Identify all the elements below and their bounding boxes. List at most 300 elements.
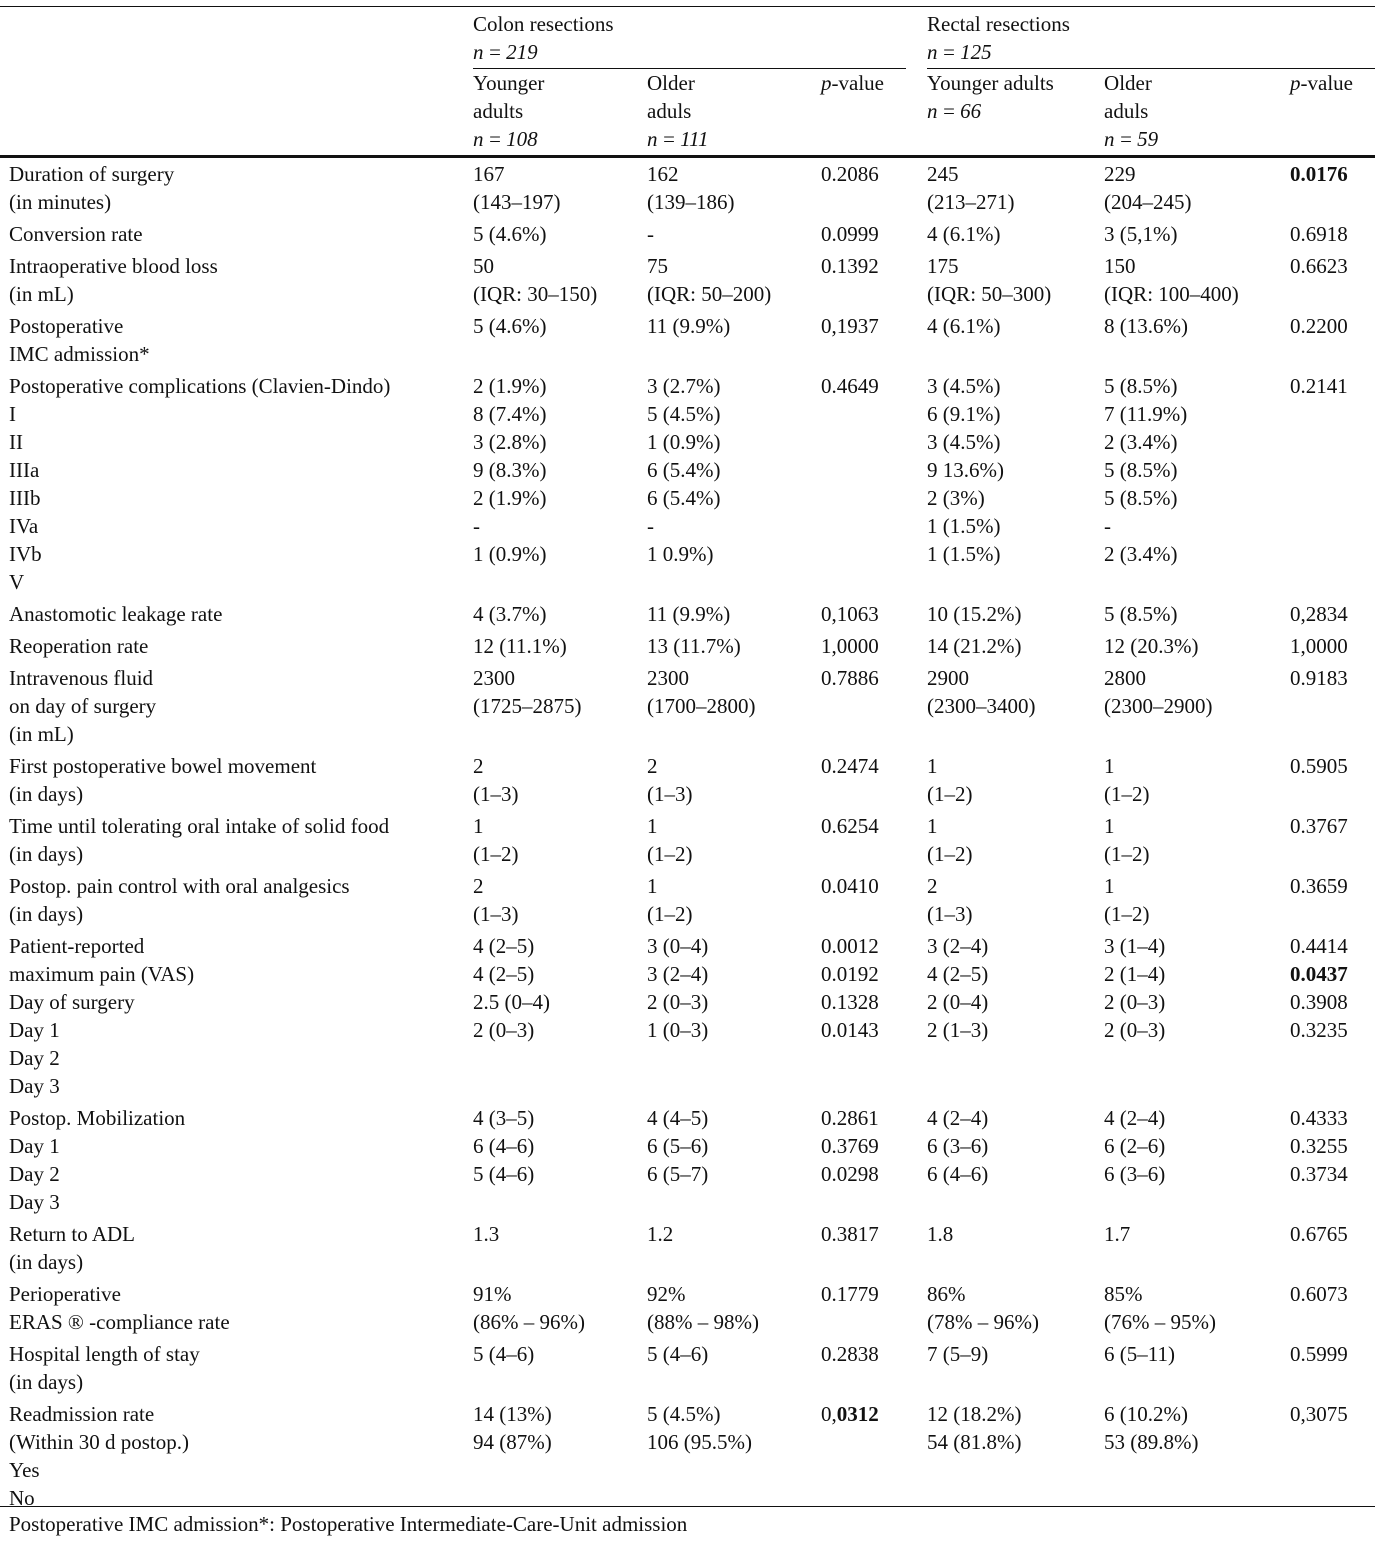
row-label-line: Postop. Mobilization — [9, 1106, 186, 1130]
cell-value: 167 — [473, 162, 505, 186]
table-cell — [638, 630, 812, 662]
cell-value: 0.1779 — [821, 1282, 879, 1306]
table-cell — [1281, 630, 1375, 662]
cell-value: 4 (2–5) — [473, 962, 535, 986]
cell-value: 2800 — [1104, 666, 1147, 690]
cell-value: (1–2) — [927, 782, 973, 806]
cell-value: 5 (8.5%) — [1104, 374, 1178, 398]
cell-value: 4 (3.7%) — [473, 602, 547, 626]
cell-value: 2 (0–3) — [473, 1018, 535, 1042]
row-label — [0, 250, 464, 310]
cell-value: (1–3) — [927, 902, 973, 926]
cell-value: 1 (0.9%) — [647, 430, 721, 454]
column-header — [812, 69, 918, 157]
cell-value: 162 — [647, 162, 679, 186]
cell-value: 106 (95.5%) — [647, 1430, 752, 1454]
cell-value-bold: 0312 — [836, 1402, 879, 1426]
cell-value: 4 (3–5) — [473, 1106, 535, 1130]
cell-value: 0.0012 — [821, 934, 879, 958]
cell-value: 12 (18.2%) — [927, 1402, 1022, 1426]
cell-value: 8 (13.6%) — [1104, 314, 1189, 338]
table-cell — [638, 930, 812, 1102]
table-cell — [1281, 662, 1375, 750]
row-label-line: ERAS ® -compliance rate — [9, 1310, 230, 1334]
cell-value: 6 (4–6) — [473, 1134, 535, 1158]
row-label-line: (in days) — [9, 842, 84, 866]
row-label-line: Intravenous fluid — [9, 666, 154, 690]
cell-value: - — [647, 514, 654, 538]
table-cell — [812, 218, 918, 250]
cell-value: 3 (0–4) — [647, 934, 709, 958]
table-cell — [1281, 218, 1375, 250]
table-cell — [812, 662, 918, 750]
cell-value: 1.8 — [927, 1222, 954, 1246]
cell-value: 2300 — [473, 666, 515, 690]
cell-value: 6 (5–6) — [647, 1134, 709, 1158]
table-cell — [812, 930, 918, 1102]
cell-value: 0.7886 — [821, 666, 879, 690]
cell-value: 6 (5–11) — [1104, 1342, 1175, 1366]
column-header-row — [0, 69, 1375, 157]
table-cell — [918, 930, 1095, 1102]
cell-value: 5 (4–6) — [473, 1162, 535, 1186]
row-label-line: (in days) — [9, 1250, 84, 1274]
table-row — [0, 310, 1375, 370]
cell-value: 0.3908 — [1290, 990, 1348, 1014]
table-cell — [918, 870, 1095, 930]
table-row — [0, 810, 1375, 870]
cell-value: (2300–3400) — [927, 694, 1036, 718]
cell-value: (143–197) — [473, 190, 561, 214]
cell-value: 0.0176 — [1290, 162, 1348, 186]
cell-value: 7 (11.9%) — [1104, 402, 1188, 426]
row-label-line: (in days) — [9, 1370, 84, 1394]
column-header-line: n = 66 — [927, 99, 982, 123]
cell-value: 6 (10.2%) — [1104, 1402, 1189, 1426]
cell-value: 5 (8.5%) — [1104, 602, 1178, 626]
cell-value: 75 — [647, 254, 668, 278]
cell-value: 2 (3%) — [927, 486, 985, 510]
cell-value: 6 (9.1%) — [927, 402, 1001, 426]
table-cell — [812, 810, 918, 870]
table-cell — [1281, 810, 1375, 870]
column-header — [1095, 69, 1281, 157]
table-cell — [464, 1218, 638, 1278]
cell-value: (1–2) — [1104, 842, 1150, 866]
table-cell — [812, 1102, 918, 1218]
row-label-line: on day of surgery — [9, 694, 157, 718]
cell-value: 2900 — [927, 666, 970, 690]
column-header-line: n = 111 — [647, 127, 709, 151]
table-cell — [638, 598, 812, 630]
cell-value: (1–2) — [647, 842, 693, 866]
cell-value: 5 (4–6) — [647, 1342, 709, 1366]
column-header-line: n = 59 — [1104, 127, 1159, 151]
cell-value: 0.2141 — [1290, 374, 1348, 398]
table-cell — [812, 1278, 918, 1338]
cell-value: (IQR: 30–150) — [473, 282, 598, 306]
row-label-line: Intraoperative blood loss — [9, 254, 218, 278]
cell-value: 0,1063 — [821, 602, 879, 626]
table-cell — [1095, 930, 1281, 1102]
cell-value: 86% — [927, 1282, 966, 1306]
cell-value: 1 — [1104, 814, 1115, 838]
table-cell — [464, 1102, 638, 1218]
row-label-line: Postoperative — [9, 314, 124, 338]
cell-value: (86% – 96%) — [473, 1310, 585, 1334]
cell-value: 12 (11.1%) — [473, 634, 567, 658]
cell-value: (76% – 95%) — [1104, 1310, 1217, 1334]
row-label-line: Reoperation rate — [9, 634, 149, 658]
table-cell — [638, 870, 812, 930]
table-cell — [812, 598, 918, 630]
cell-value: 6 (3–6) — [927, 1134, 989, 1158]
table-cell — [464, 870, 638, 930]
cell-value: 2.5 (0–4) — [473, 990, 550, 1014]
row-label-line: Hospital length of stay — [9, 1342, 200, 1366]
cell-value: 4 (2–4) — [927, 1106, 989, 1130]
cell-value: (IQR: 50–200) — [647, 282, 772, 306]
cell-value: 1,0000 — [821, 634, 879, 658]
cell-value: 2 (0–4) — [927, 990, 989, 1014]
table-cell — [1095, 662, 1281, 750]
row-label-line: IIIa — [9, 458, 40, 482]
table-cell — [812, 1398, 918, 1514]
cell-value: (1–3) — [473, 782, 519, 806]
cell-value-prefix: 0, — [821, 1402, 837, 1426]
table-cell — [918, 250, 1095, 310]
table-cell — [1095, 870, 1281, 930]
table-cell — [1095, 1338, 1281, 1398]
cell-value: 0.4649 — [821, 374, 879, 398]
table-cell — [1281, 310, 1375, 370]
row-label — [0, 598, 464, 630]
cell-value: 1 (0–3) — [647, 1018, 709, 1042]
cell-value: 0.2838 — [821, 1342, 879, 1366]
cell-value: 1 (1.5%) — [927, 542, 1001, 566]
cell-value: 2 (0–3) — [1104, 1018, 1166, 1042]
row-label-line: Day 3 — [9, 1074, 60, 1098]
table-cell — [1095, 598, 1281, 630]
table-body — [0, 157, 1375, 1515]
cell-value: 94 (87%) — [473, 1430, 552, 1454]
cell-value: 2 (1–4) — [1104, 962, 1166, 986]
table-cell — [464, 370, 638, 598]
cell-value: 1 — [927, 814, 938, 838]
row-label-line: maximum pain (VAS) — [9, 962, 195, 986]
cell-value: 0.3659 — [1290, 874, 1348, 898]
cell-value: 1 — [647, 814, 658, 838]
cell-value: 2 — [473, 754, 484, 778]
cell-value: 5 (8.5%) — [1104, 486, 1178, 510]
table-cell — [1095, 750, 1281, 810]
column-header-line: p-value — [1290, 71, 1354, 95]
cell-value: 2 — [647, 754, 658, 778]
table-cell — [918, 1338, 1095, 1398]
cell-value: 0,1937 — [821, 314, 879, 338]
column-header-line: aduls — [1104, 99, 1149, 123]
cell-value: 1 (0.9%) — [473, 542, 547, 566]
cell-value: (1–3) — [647, 782, 693, 806]
row-label-line: Anastomotic leakage rate — [9, 602, 223, 626]
cell-value: 0.0999 — [821, 222, 879, 246]
row-label-line: IIIb — [9, 486, 41, 510]
cell-value: 1.2 — [647, 1222, 674, 1246]
cell-value: 0.3734 — [1290, 1162, 1348, 1186]
table-cell — [918, 750, 1095, 810]
table-footnote: Postoperative IMC admission*: Postoperative Intermediate-Care-Unit admission — [9, 1512, 688, 1536]
cell-value: 0.0437 — [1290, 962, 1348, 986]
table-cell — [918, 370, 1095, 598]
column-header-line: adults — [473, 99, 524, 123]
row-label — [0, 157, 464, 219]
table-cell — [1281, 598, 1375, 630]
cell-value: 0.9183 — [1290, 666, 1348, 690]
cell-value: 0.3767 — [1290, 814, 1348, 838]
row-label — [0, 870, 464, 930]
bottom-rule — [0, 1506, 1375, 1507]
cell-value: (78% – 96%) — [927, 1310, 1040, 1334]
cell-value: 0,3075 — [1290, 1402, 1348, 1426]
table-cell — [918, 1218, 1095, 1278]
table-cell — [918, 310, 1095, 370]
cell-value: 11 (9.9%) — [647, 602, 731, 626]
row-label-line: Return to ADL — [9, 1222, 135, 1246]
table-cell — [464, 1398, 638, 1514]
row-label-line: Time until tolerating oral intake of solid food — [9, 814, 390, 838]
table-cell — [1095, 630, 1281, 662]
cell-value: (1700–2800) — [647, 694, 756, 718]
cell-value: 6 (2–6) — [1104, 1134, 1166, 1158]
cell-value: 0.0143 — [821, 1018, 879, 1042]
cell-value: 7 (5–9) — [927, 1342, 989, 1366]
row-label-line: Readmission rate — [9, 1402, 155, 1426]
cell-value: 8 (7.4%) — [473, 402, 547, 426]
row-label-line: IVa — [9, 514, 39, 538]
table-cell — [812, 250, 918, 310]
table-cell — [1281, 157, 1375, 219]
table-cell — [1281, 870, 1375, 930]
cell-value: 0.3817 — [821, 1222, 879, 1246]
table-cell — [812, 1338, 918, 1398]
table-row — [0, 1278, 1375, 1338]
cell-value: 4 (2–5) — [927, 962, 989, 986]
cell-value: 0.2474 — [821, 754, 879, 778]
table-cell — [918, 810, 1095, 870]
column-header-line: Older — [647, 71, 695, 95]
cell-value: 54 (81.8%) — [927, 1430, 1022, 1454]
table-row — [0, 250, 1375, 310]
cell-value: 6 (4–6) — [927, 1162, 989, 1186]
row-label-header — [0, 10, 464, 69]
row-label-line: Perioperative — [9, 1282, 121, 1306]
row-label-line: Day 3 — [9, 1190, 60, 1214]
cell-value: 0.2200 — [1290, 314, 1348, 338]
table-cell — [1095, 157, 1281, 219]
cell-value: - — [473, 514, 480, 538]
cell-value: 5 (4.5%) — [647, 1402, 721, 1426]
cell-value: 91% — [473, 1282, 512, 1306]
table-row — [0, 1398, 1375, 1514]
cell-value: 0,2834 — [1290, 602, 1348, 626]
row-label — [0, 1218, 464, 1278]
cell-value: 4 (6.1%) — [927, 314, 1001, 338]
cell-value — [821, 1400, 918, 1428]
table-cell — [638, 750, 812, 810]
results-table — [0, 10, 1375, 1514]
table-cell — [464, 662, 638, 750]
cell-value: (1–2) — [473, 842, 519, 866]
cell-value: 85% — [1104, 1282, 1143, 1306]
cell-value: 2 — [473, 874, 484, 898]
cell-value: 53 (89.8%) — [1104, 1430, 1199, 1454]
row-label-line: Postoperative complications (Clavien-Dindo) — [9, 374, 391, 398]
table-cell — [812, 1218, 918, 1278]
cell-value: 1 — [1104, 754, 1115, 778]
table-cell — [464, 810, 638, 870]
cell-value: (IQR: 50–300) — [927, 282, 1052, 306]
table-cell — [1095, 1278, 1281, 1338]
cell-value: 0.6254 — [821, 814, 879, 838]
group-title: Rectal resections — [927, 12, 1070, 36]
cell-value: 5 (8.5%) — [1104, 458, 1178, 482]
cell-value: 4 (2–5) — [473, 934, 535, 958]
cell-value: 0.2861 — [821, 1106, 879, 1130]
cell-value: (IQR: 100–400) — [1104, 282, 1239, 306]
cell-value: 1 (1.5%) — [927, 514, 1001, 538]
group-header-rectal — [918, 10, 1375, 69]
cell-value: 0.4414 — [1290, 934, 1348, 958]
row-label — [0, 930, 464, 1102]
table-row — [0, 598, 1375, 630]
table-cell — [1095, 310, 1281, 370]
row-label — [0, 662, 464, 750]
row-label-line: (Within 30 d postop.) — [9, 1430, 189, 1454]
table-cell — [1281, 370, 1375, 598]
cell-value: 2 (0–3) — [1104, 990, 1166, 1014]
cell-value: 0.0192 — [821, 962, 879, 986]
row-label-header — [0, 69, 464, 157]
table-row — [0, 1338, 1375, 1398]
table-header — [0, 10, 1375, 157]
cell-value: 0.2086 — [821, 162, 879, 186]
cell-value: 6 (5.4%) — [647, 458, 721, 482]
table-cell — [918, 1398, 1095, 1514]
cell-value: 6 (3–6) — [1104, 1162, 1166, 1186]
cell-value: 1 0.9%) — [647, 542, 714, 566]
table-row — [0, 370, 1375, 598]
table-cell — [638, 1338, 812, 1398]
table-cell — [464, 598, 638, 630]
table-cell — [638, 1398, 812, 1514]
table-cell — [812, 310, 918, 370]
table-cell — [1281, 750, 1375, 810]
table-cell — [638, 1218, 812, 1278]
column-header-line: p-value — [821, 71, 884, 95]
table-row — [0, 662, 1375, 750]
table-cell — [918, 630, 1095, 662]
cell-value: 9 (8.3%) — [473, 458, 547, 482]
group-header-colon — [464, 10, 918, 69]
table-cell — [464, 157, 638, 219]
cell-value: 2 (1–3) — [927, 1018, 989, 1042]
cell-value: 14 (13%) — [473, 1402, 552, 1426]
cell-value: (139–186) — [647, 190, 735, 214]
row-label-line: Yes — [9, 1458, 40, 1482]
column-header-line: n = 108 — [473, 127, 538, 151]
table-cell — [1281, 1102, 1375, 1218]
row-label-line: II — [9, 430, 23, 454]
cell-value: 6 (5–7) — [647, 1162, 709, 1186]
table-cell — [1281, 250, 1375, 310]
table-cell — [918, 662, 1095, 750]
table-cell — [1281, 1338, 1375, 1398]
row-label-line: Day 2 — [9, 1046, 60, 1070]
row-label — [0, 1398, 464, 1514]
cell-value: 0.1328 — [821, 990, 879, 1014]
cell-value: 0.6623 — [1290, 254, 1348, 278]
cell-value: 1.7 — [1104, 1222, 1131, 1246]
cell-value: 2 (1.9%) — [473, 374, 547, 398]
table-cell — [464, 630, 638, 662]
cell-value: 0.0410 — [821, 874, 879, 898]
table-cell — [638, 157, 812, 219]
table-cell — [1281, 1278, 1375, 1338]
row-label-line: First postoperative bowel movement — [9, 754, 317, 778]
table-cell — [918, 157, 1095, 219]
column-header-line: Older — [1104, 71, 1152, 95]
table-row — [0, 750, 1375, 810]
cell-value: (2300–2900) — [1104, 694, 1213, 718]
table-row — [0, 630, 1375, 662]
cell-value: 2 (3.4%) — [1104, 430, 1178, 454]
row-label — [0, 750, 464, 810]
row-label — [0, 1278, 464, 1338]
cell-value: 12 (20.3%) — [1104, 634, 1199, 658]
table-cell — [812, 750, 918, 810]
cell-value: 1 — [647, 874, 658, 898]
cell-value: 2 — [927, 874, 938, 898]
table-cell — [638, 1278, 812, 1338]
cell-value: 13 (11.7%) — [647, 634, 741, 658]
table-row — [0, 930, 1375, 1102]
cell-value: 11 (9.9%) — [647, 314, 731, 338]
table-row — [0, 218, 1375, 250]
cell-value: 2 (1.9%) — [473, 486, 547, 510]
table-cell — [1281, 930, 1375, 1102]
table-cell — [464, 218, 638, 250]
table-cell — [1095, 1218, 1281, 1278]
cell-value: (1–2) — [1104, 782, 1150, 806]
cell-value: 0.0298 — [821, 1162, 879, 1186]
cell-value: 229 — [1104, 162, 1136, 186]
column-header — [464, 69, 638, 157]
cell-value: 5 (4.6%) — [473, 314, 547, 338]
cell-value: (1–2) — [927, 842, 973, 866]
cell-value: 0.1392 — [821, 254, 879, 278]
table-cell — [1281, 1398, 1375, 1514]
table-cell — [464, 930, 638, 1102]
table-cell — [638, 250, 812, 310]
cell-value: 3 (5,1%) — [1104, 222, 1178, 246]
table-row — [0, 1102, 1375, 1218]
table-cell — [638, 810, 812, 870]
cell-value: (1–2) — [647, 902, 693, 926]
table-cell — [464, 750, 638, 810]
cell-value: 9 13.6%) — [927, 458, 1005, 482]
table-cell — [464, 1338, 638, 1398]
row-label-line: (in days) — [9, 902, 84, 926]
